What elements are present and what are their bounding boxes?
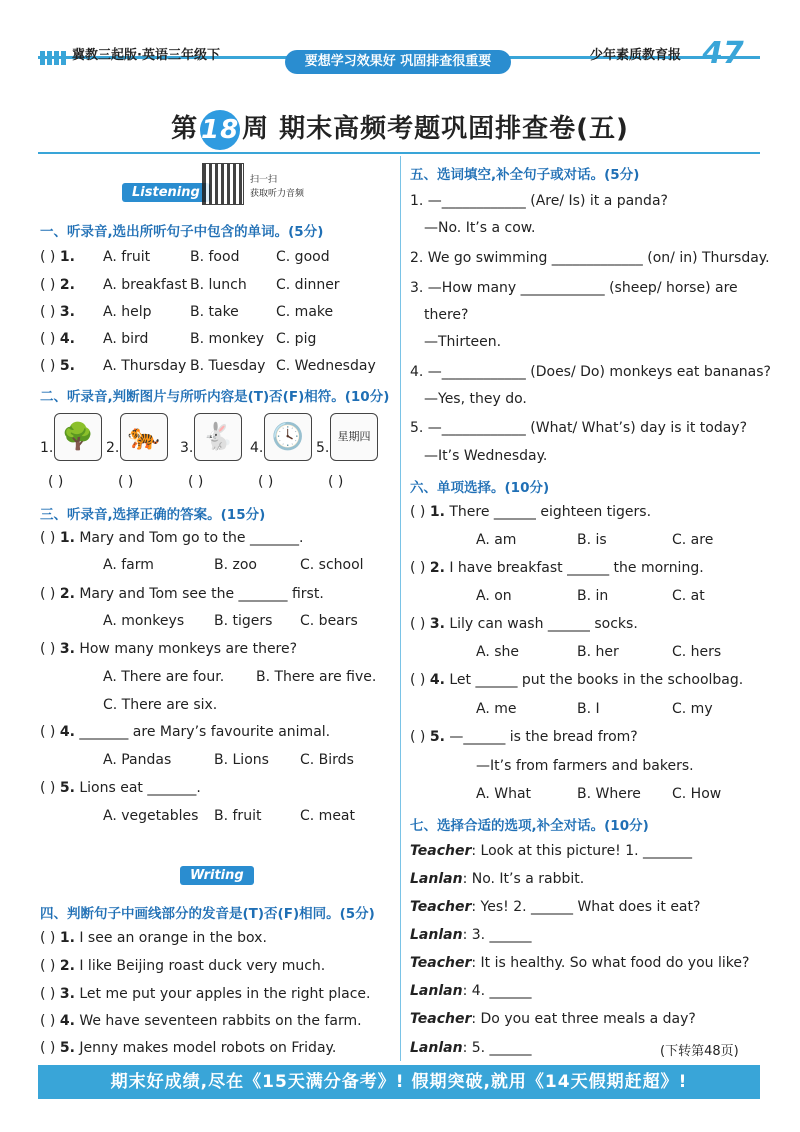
- section-heading-6: 六、单项选择。(10分): [410, 480, 550, 496]
- dialog-line-4[interactable]: Lanlan: 3. ______: [410, 927, 532, 943]
- option-b: B. lunch: [190, 277, 247, 293]
- option-a: A. me: [476, 701, 517, 717]
- p5-q1-reply: —No. It’s a cow.: [424, 220, 536, 236]
- p1-row-2: ( ) 2.: [40, 277, 75, 293]
- option-c: C. make: [276, 304, 334, 320]
- rabbit-icon: 🐇: [194, 413, 242, 461]
- answer-paren[interactable]: ( ): [118, 474, 134, 490]
- answer-paren[interactable]: ( ): [40, 249, 56, 265]
- listening-tag: Listening: [122, 183, 210, 202]
- option-b: B. zoo: [214, 557, 257, 573]
- p5-q4-reply: —Yes, they do.: [424, 391, 527, 407]
- answer-paren[interactable]: ( ): [48, 474, 64, 490]
- p6-q3: ( ) 3. Lily can wash ______ socks.: [410, 616, 638, 632]
- option-b: B. is: [577, 532, 607, 548]
- p3-q3: ( ) 3. How many monkeys are there?: [40, 641, 298, 657]
- calendar-icon: 星期四: [330, 413, 378, 461]
- column-divider: [400, 156, 401, 1061]
- qr-caption-1: 扫一扫: [250, 175, 278, 185]
- p1-row-1: ( ) 1.: [40, 249, 75, 265]
- option-c: C. Wednesday: [276, 358, 376, 374]
- section-heading-7: 七、选择合适的选项,补全对话。(10分): [410, 818, 649, 834]
- option-c: C. bears: [300, 613, 358, 629]
- option-c: C. my: [672, 701, 713, 717]
- title-suffix: 周 期末高频考题巩固排查卷(五): [242, 114, 629, 144]
- header-banner: 要想学习效果好 巩固排查很重要: [285, 50, 511, 74]
- option-b: B. in: [577, 588, 609, 604]
- p4-item-2: ( ) 2. I like Beijing roast duck very much.: [40, 958, 326, 974]
- title-prefix: 第: [171, 114, 199, 144]
- p6-q4: ( ) 4. Let ______ put the books in the schoolbag.: [410, 672, 744, 688]
- continued-note: (下转第48页): [660, 1044, 739, 1059]
- p5-q1[interactable]: 1. —____________ (Are/ Is) it a panda?: [410, 193, 668, 209]
- answer-paren[interactable]: ( ): [410, 672, 426, 688]
- qr-caption-2: 获取听力音频: [250, 189, 305, 199]
- page-number: 47: [702, 36, 744, 71]
- pic-num-2: 2.: [106, 440, 120, 456]
- option-a: A. Pandas: [103, 752, 172, 768]
- option-a: A. on: [476, 588, 512, 604]
- section-heading-4: 四、判断句子中画线部分的发音是(T)否(F)相同。(5分): [40, 906, 375, 922]
- tree-icon: 🌳: [54, 413, 102, 461]
- pic-num-3: 3.: [180, 440, 194, 456]
- section-heading-5: 五、选词填空,补全句子或对话。(5分): [410, 167, 640, 183]
- option-b: B. fruit: [214, 808, 262, 824]
- dialog-line-5: Teacher: It is healthy. So what food do you like?: [410, 955, 750, 971]
- answer-paren[interactable]: ( ): [40, 930, 56, 946]
- option-c: C. dinner: [276, 277, 340, 293]
- pic-num-4: 4.: [250, 440, 264, 456]
- option-c: C. are: [672, 532, 714, 548]
- answer-paren[interactable]: ( ): [40, 641, 56, 657]
- option-b: B. take: [190, 304, 239, 320]
- answer-paren[interactable]: ( ): [40, 780, 56, 796]
- p4-item-1: ( ) 1. I see an orange in the box.: [40, 930, 267, 946]
- answer-paren[interactable]: ( ): [410, 616, 426, 632]
- qr-code-icon[interactable]: [202, 163, 244, 205]
- p5-q3-reply: —Thirteen.: [424, 334, 502, 350]
- option-b: B. tigers: [214, 613, 273, 629]
- option-b: B. monkey: [190, 331, 265, 347]
- option-a: A. What: [476, 786, 532, 802]
- option-c: C. Birds: [300, 752, 354, 768]
- title-rule: [38, 152, 760, 154]
- option-b: B. Where: [577, 786, 641, 802]
- dialog-line-6[interactable]: Lanlan: 4. ______: [410, 983, 532, 999]
- tiger-icon: 🐅: [120, 413, 168, 461]
- answer-paren[interactable]: ( ): [40, 958, 56, 974]
- page-title: [0, 108, 800, 150]
- p6-q2: ( ) 2. I have breakfast ______ the morning.: [410, 560, 704, 576]
- answer-paren[interactable]: ( ): [410, 560, 426, 576]
- option-a: A. fruit: [103, 249, 151, 265]
- option-a: A. help: [103, 304, 152, 320]
- option-c: C. good: [276, 249, 330, 265]
- option-b: B. There are five.: [256, 669, 377, 685]
- answer-paren[interactable]: ( ): [40, 530, 56, 546]
- p3-q4: ( ) 4. _______ are Mary’s favourite animal.: [40, 724, 331, 740]
- p4-item-4: ( ) 4. We have seventeen rabbits on the farm.: [40, 1013, 362, 1029]
- answer-paren[interactable]: ( ): [40, 1013, 56, 1029]
- dialog-line-7: Teacher: Do you eat three meals a day?: [410, 1011, 696, 1027]
- option-a: A. breakfast: [103, 277, 188, 293]
- answer-paren[interactable]: ( ): [40, 304, 56, 320]
- answer-paren[interactable]: ( ): [40, 724, 56, 740]
- p5-q5-reply: —It’s Wednesday.: [424, 448, 548, 464]
- p4-item-3: ( ) 3. Let me put your apples in the right place.: [40, 986, 371, 1002]
- option-b: B. Tuesday: [190, 358, 266, 374]
- answer-paren[interactable]: ( ): [40, 358, 56, 374]
- p3-q2: ( ) 2. Mary and Tom see the _______ first.: [40, 586, 324, 602]
- p5-q4[interactable]: 4. —____________ (Does/ Do) monkeys eat bananas?: [410, 364, 771, 380]
- p3-q1: ( ) 1. Mary and Tom go to the _______.: [40, 530, 304, 546]
- p1-row-4: ( ) 4.: [40, 331, 75, 347]
- option-a: A. farm: [103, 557, 154, 573]
- answer-paren[interactable]: ( ): [258, 474, 274, 490]
- answer-paren[interactable]: ( ): [40, 586, 56, 602]
- newspaper-name: 少年素质教育报: [590, 48, 682, 63]
- option-a: A. am: [476, 532, 517, 548]
- option-a: A. vegetables: [103, 808, 199, 824]
- answer-paren[interactable]: ( ): [410, 729, 426, 745]
- answer-paren[interactable]: ( ): [40, 331, 56, 347]
- pic-num-1: 1.: [40, 440, 54, 456]
- option-a: A. Thursday: [103, 358, 187, 374]
- option-b: B. food: [190, 249, 240, 265]
- p6-q5-reply: —It’s from farmers and bakers.: [476, 758, 694, 774]
- p1-row-3: ( ) 3.: [40, 304, 75, 320]
- pic-num-5: 5.: [316, 440, 330, 456]
- p5-q3-cont: there?: [424, 307, 469, 323]
- clock-icon: 🕓: [264, 413, 312, 461]
- p1-row-5: ( ) 5.: [40, 358, 75, 374]
- option-a: A. monkeys: [103, 613, 185, 629]
- option-a: A. There are four.: [103, 669, 225, 685]
- answer-paren[interactable]: ( ): [40, 1040, 56, 1056]
- answer-paren[interactable]: ( ): [188, 474, 204, 490]
- section-heading-3: 三、听录音,选择正确的答案。(15分): [40, 507, 266, 523]
- dialog-line-8[interactable]: Lanlan: 5. ______: [410, 1040, 532, 1056]
- answer-paren[interactable]: ( ): [328, 474, 344, 490]
- answer-paren[interactable]: ( ): [40, 986, 56, 1002]
- option-c: C. at: [672, 588, 705, 604]
- answer-paren[interactable]: ( ): [410, 504, 426, 520]
- p3-q5: ( ) 5. Lions eat _______.: [40, 780, 201, 796]
- option-c: C. meat: [300, 808, 355, 824]
- section-heading-1: 一、听录音,选出所听句子中包含的单词。(5分): [40, 224, 324, 240]
- footer-banner: 期末好成绩,尽在《15天满分备考》! 假期突破,就用《14天假期赶超》!: [38, 1065, 760, 1099]
- option-a: A. bird: [103, 331, 149, 347]
- option-b: B. Lions: [214, 752, 269, 768]
- p5-q3[interactable]: 3. —How many ____________ (sheep/ horse) are: [410, 280, 738, 296]
- option-b: B. I: [577, 701, 600, 717]
- option-c: C. There are six.: [103, 697, 218, 713]
- dialog-line-1[interactable]: Teacher: Look at this picture! 1. _______: [410, 843, 693, 859]
- option-c: C. school: [300, 557, 364, 573]
- option-a: A. she: [476, 644, 520, 660]
- p5-q2[interactable]: 2. We go swimming _____________ (on/ in) Thursday.: [410, 250, 770, 266]
- option-c: C. How: [672, 786, 722, 802]
- p4-item-5: ( ) 5. Jenny makes model robots on Friday.: [40, 1040, 337, 1056]
- section-heading-2: 二、听录音,判断图片与所听内容是(T)否(F)相符。(10分): [40, 389, 390, 405]
- option-b: B. her: [577, 644, 619, 660]
- week-number-badge: 18: [200, 110, 240, 150]
- p5-q5[interactable]: 5. —____________ (What/ What’s) day is it today?: [410, 420, 748, 436]
- p6-q1: ( ) 1. There ______ eighteen tigers.: [410, 504, 652, 520]
- writing-tag: Writing: [180, 866, 254, 885]
- option-c: C. pig: [276, 331, 317, 347]
- p6-q5: ( ) 5. —______ is the bread from?: [410, 729, 638, 745]
- option-c: C. hers: [672, 644, 722, 660]
- answer-paren[interactable]: ( ): [40, 277, 56, 293]
- edition-label: 冀教三起版·英语三年级下: [72, 48, 220, 63]
- dialog-line-3[interactable]: Teacher: Yes! 2. ______ What does it eat?: [410, 899, 701, 915]
- dialog-line-2: Lanlan: No. It’s a rabbit.: [410, 871, 585, 887]
